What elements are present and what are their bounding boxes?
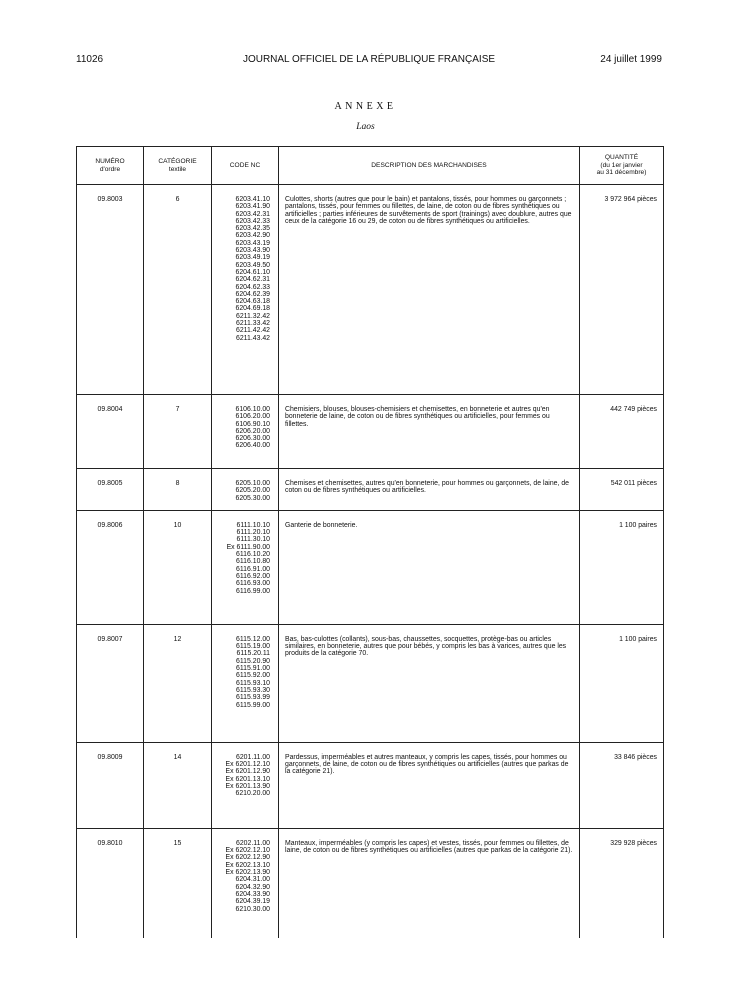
cell-codes [212,624,279,742]
cell-categorie: 7 [144,395,212,469]
code-nc-item: Ex 6201.13.10 [225,775,270,783]
code-nc-item: 6203.42.35 [235,225,270,233]
header-quantite-line3: au 31 décembre) [596,169,647,177]
code-nc-item: 6204.61.10 [235,268,270,276]
cell-description: Manteaux, imperméables (y compris les capes) et vestes, tissés, pour femmes ou fillettes, de laine, de coton ou de fibres synthétiques ou artificielles (autres que parkas de la catégorie 21). [279,828,580,938]
code-nc-item: 6205.30.00 [235,494,270,502]
code-nc-item: 6204.62.33 [235,283,270,291]
code-nc-item: 6204.62.39 [235,290,270,298]
cell-quantite: 1 100 paires [580,624,664,742]
header-numero-line1: NUMÉRO [95,158,125,165]
code-nc-item: 6210.30.00 [235,905,270,913]
code-nc-item: 6115.20.90 [236,657,270,665]
code-nc-item: 6206.40.00 [235,442,270,450]
code-nc-item: 6115.93.10 [236,679,270,687]
header-code-nc: CODE NC [212,147,279,185]
code-nc-item: 6204.69.18 [235,305,270,313]
code-nc-item: 6116.10.20 [236,551,270,559]
code-nc-item: 6204.31.00 [235,876,270,884]
cell-categorie: 12 [144,624,212,742]
code-nc-item: 6203.42.33 [235,217,270,225]
header-numero [77,147,144,185]
quota-table [76,146,664,938]
code-nc-item: 6203.49.50 [235,261,270,269]
code-nc-item: 6115.92.00 [236,672,270,680]
code-nc-item: Ex 6201.12.10 [225,761,270,769]
code-nc-item: Ex 6111.90.00 [226,543,270,551]
cell-numero: 09.8006 [77,510,144,624]
code-nc-item: Ex 6201.12.90 [225,768,270,776]
cell-codes [212,742,279,828]
code-nc-item: 6211.33.42 [236,320,270,328]
header-description: DESCRIPTION DES MARCHANDISES [279,147,580,185]
cell-quantite: 329 928 pièces [580,828,664,938]
code-nc-item: 6115.93.30 [236,686,270,694]
code-nc-item: 6111.30.10 [236,536,270,544]
cell-codes [212,828,279,938]
cell-quantite: 3 972 964 pièces [580,185,664,395]
code-nc-item: 6203.42.31 [235,210,270,218]
header-categorie-line2: textile [168,165,187,173]
code-nc-item: 6205.20.00 [235,487,270,495]
code-nc-item: 6204.63.18 [235,298,270,306]
cell-codes [212,469,279,511]
cell-numero: 09.8004 [77,395,144,469]
cell-quantite: 442 749 pièces [580,395,664,469]
cell-description: Pardessus, imperméables et autres manteaux, y compris les capes, tissés, pour hommes ou garçonnets, de laine, de coton ou de fibres synthétiques ou artificielles (autres que parkas de la catégorie 21). [279,742,580,828]
code-nc-item: 6106.10.00 [235,406,270,413]
cell-quantite: 542 011 pièces [580,469,664,511]
code-nc-item: 6116.10.80 [236,558,270,566]
code-nc-item: 6116.93.00 [236,580,270,588]
code-nc-item: 6203.49.19 [235,254,270,262]
table-row [77,624,664,742]
cell-numero: 09.8005 [77,469,144,511]
code-nc-item: 6203.41.10 [235,196,270,203]
code-nc-item: Ex 6202.12.90 [225,854,270,862]
table-header-row [77,147,664,185]
cell-numero: 09.8003 [77,185,144,395]
header-categorie [144,147,212,185]
cell-numero: 09.8010 [77,828,144,938]
code-nc-item: 6115.19.00 [236,643,270,651]
code-nc-item: 6210.20.00 [235,790,270,798]
code-nc-item: 6116.99.00 [236,587,270,595]
header-categorie-line1: CATÉGORIE [158,158,197,165]
cell-categorie: 15 [144,828,212,938]
code-nc-item: 6203.42.90 [235,232,270,240]
annexe-title: ANNEXE [334,101,397,112]
code-nc-item: 6115.93.99 [236,694,270,702]
page-header [76,54,662,70]
table-row [77,469,664,511]
table-row [77,828,664,938]
journal-title: JOURNAL OFFICIEL DE LA RÉPUBLIQUE FRANÇAISE [242,54,496,65]
publication-date: 24 juillet 1999 [600,54,662,65]
cell-description: Ganterie de bonneterie. [279,510,580,624]
code-nc-item: 6204.33.90 [235,890,270,898]
code-nc-item: Ex 6202.12.10 [225,847,270,855]
table-row [77,742,664,828]
cell-numero: 09.8009 [77,742,144,828]
header-quantite [580,147,664,185]
header-quantite-line1: QUANTITÉ [604,154,639,162]
code-nc-item: 6206.30.00 [235,435,270,443]
code-nc-item: 6115.20.11 [236,650,270,658]
cell-categorie: 14 [144,742,212,828]
code-nc-item: 6211.43.42 [236,334,270,342]
code-nc-item: 6204.32.90 [235,883,270,891]
table-row [77,510,664,624]
code-nc-item: 6211.42.42 [236,327,270,335]
code-nc-item: Ex 6201.13.90 [225,783,270,791]
cell-description: Bas, bas-culottes (collants), sous-bas, chaussettes, socquettes, protège-bas ou articles similaires, en bonneterie, autres que pour bébés, y compris les bas à varices, autres que les produits de la catégorie 70. [279,624,580,742]
country-subtitle: Laos [356,122,375,132]
code-nc-item: 6204.62.31 [235,276,270,284]
cell-quantite: 33 846 pièces [580,742,664,828]
table-row [77,395,664,469]
code-nc-item: 6115.91.00 [236,665,270,673]
code-nc-item: 6111.10.10 [236,521,270,529]
cell-description: Culottes, shorts (autres que pour le bain) et pantalons, tissés, pour hommes ou garçonnets ; pantalons, tissés, pour femmes ou fillettes, de laine, de coton ou de fibres synthétiques ou artificielles ; parties inférieures de survêtements de sport (trainings) avec doublure, autres que ceux de la catégorie 16 ou 29, de coton ou de fibres synthétiques ou artificielles. [279,185,580,395]
code-nc-item: 6201.11.00 [236,753,270,761]
code-nc-item: 6202.11.00 [236,839,270,847]
header-numero-line2: d'ordre [99,165,121,173]
cell-categorie: 6 [144,185,212,395]
code-nc-item: 6203.43.90 [235,247,270,255]
code-nc-item: Ex 6202.13.90 [225,869,270,877]
code-nc-item: 6204.39.19 [235,898,270,906]
code-nc-item: 6106.20.00 [235,413,270,421]
code-nc-item: 6211.32.42 [236,312,270,320]
cell-categorie: 8 [144,469,212,511]
table-row [77,185,664,395]
code-nc-item: Ex 6202.13.10 [225,861,270,869]
cell-description: Chemises et chemisettes, autres qu'en bonneterie, pour hommes ou garçonnets, de laine, de coton ou de fibres synthétiques ou artificielles. [279,469,580,511]
code-nc-item: 6116.92.00 [236,572,270,580]
code-nc-item: 6116.91.00 [236,565,270,573]
cell-description: Chemisiers, blouses, blouses-chemisiers et chemisettes, en bonneterie et autres qu'en bonneterie de laine, de coton ou de fibres synthétiques ou artificielles, pour femmes ou fillettes. [279,395,580,469]
code-nc-item: 6106.90.10 [235,420,270,428]
cell-categorie: 10 [144,510,212,624]
code-nc-item: 6115.99.00 [236,701,270,709]
cell-codes [212,510,279,624]
code-nc-item: 6206.20.00 [235,427,270,435]
code-nc-item: 6115.12.00 [236,635,270,643]
code-nc-item: 6203.41.90 [235,203,270,211]
cell-codes [212,185,279,395]
cell-codes [212,395,279,469]
header-quantite-line2: (du 1er janvier [600,161,643,169]
code-nc-item: 6203.43.19 [235,239,270,247]
code-nc-item: 6111.20.10 [236,529,270,537]
page-number: 11026 [76,54,104,65]
cell-quantite: 1 100 paires [580,510,664,624]
code-nc-item: 6205.10.00 [235,480,270,487]
cell-numero: 09.8007 [77,624,144,742]
